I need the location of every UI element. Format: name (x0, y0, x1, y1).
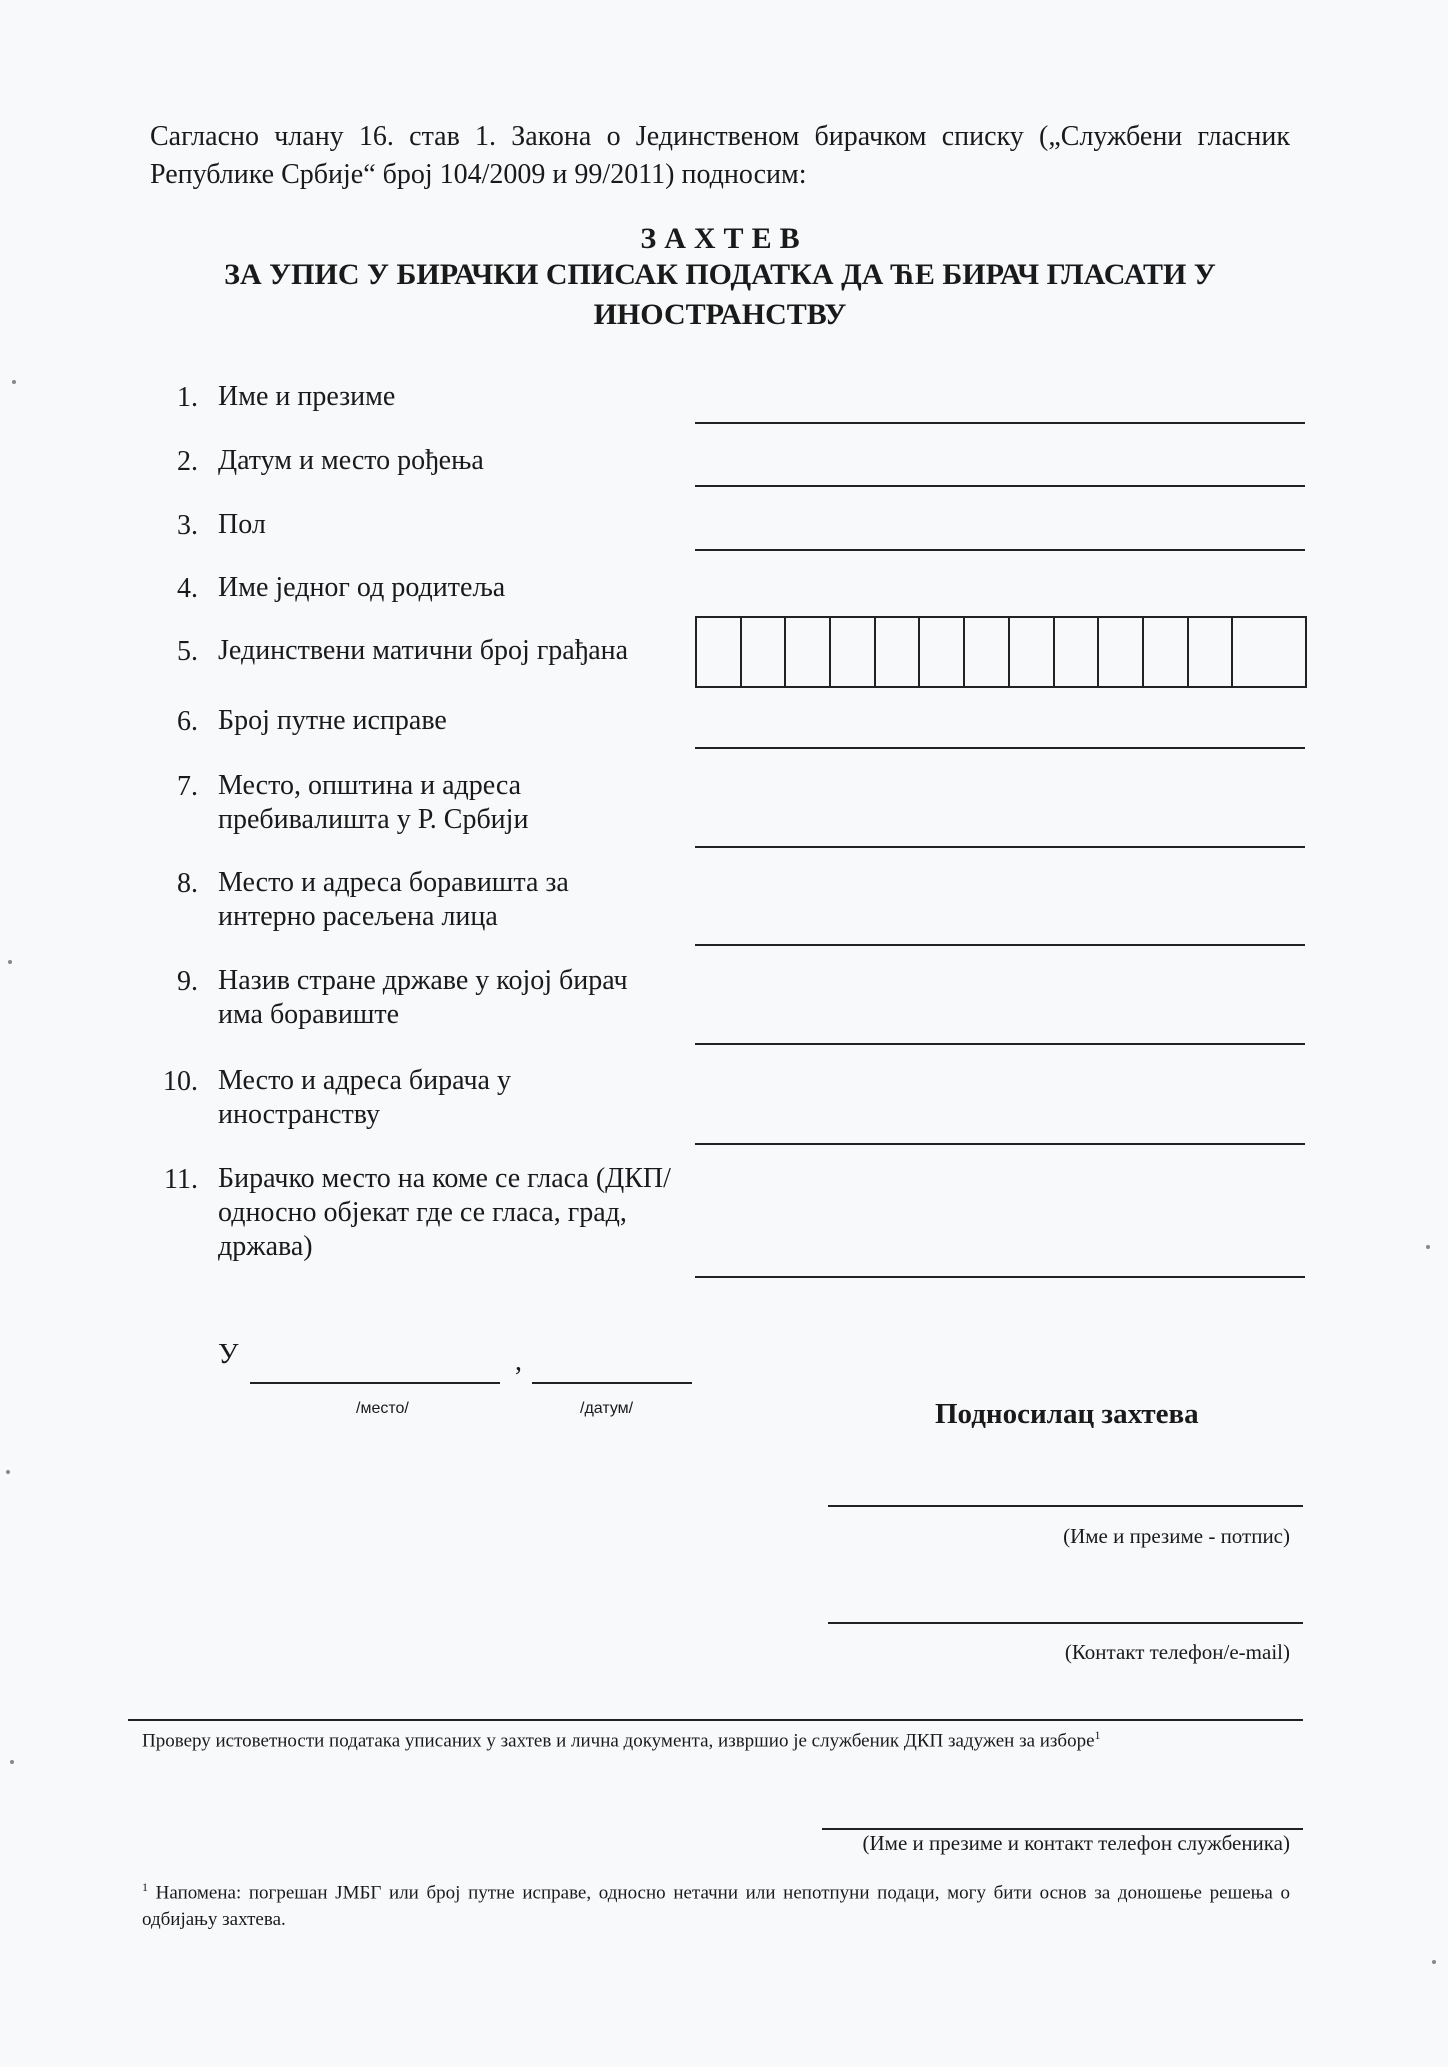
field-number: 11. (164, 1164, 198, 1195)
scan-speck (6, 1470, 10, 1474)
jmbg-boxes[interactable] (695, 616, 1307, 688)
date-input[interactable] (532, 1382, 692, 1384)
intro-text: Сагласно члану 16. став 1. Закона о Јединственом бирачком списку („Службени гласник Републике Србије“ број 104/2009 и 99/2011) подносим: (150, 121, 1290, 190)
field-number: 2. (177, 446, 198, 477)
applicant-contact-caption: (Контакт телефон/e-mail) (1064, 1640, 1290, 1664)
place-input[interactable] (250, 1382, 500, 1384)
applicant-signature-input[interactable] (828, 1505, 1303, 1507)
field-input-idp-address[interactable] (695, 944, 1305, 946)
field-number: 7. (177, 771, 198, 802)
field-number: 8. (177, 868, 198, 899)
field-number: 6. (177, 706, 198, 737)
jmbg-digit-box[interactable] (876, 618, 921, 686)
jmbg-digit-box[interactable] (786, 618, 831, 686)
section-divider (128, 1719, 1303, 1721)
field-label-passport: Број путне исправе (218, 705, 447, 736)
field-number: 4. (177, 573, 198, 604)
scan-speck (1426, 1245, 1430, 1249)
field-input-residence[interactable] (695, 846, 1305, 848)
place-caption: /место/ (356, 1400, 409, 1417)
scan-speck (1432, 1960, 1436, 1964)
field-label-residence: Место, општина и адреса пребивалишта у Р. Србији (218, 770, 529, 835)
footnote-reference: 1 (1094, 1728, 1101, 1742)
applicant-contact-input[interactable] (828, 1622, 1303, 1624)
field-label-sex: Пол (218, 509, 266, 540)
field-number: 3. (177, 510, 198, 541)
field-input-abroad-address[interactable] (695, 1143, 1305, 1145)
footnote-mark: 1 (142, 1880, 148, 1894)
jmbg-digit-box[interactable] (920, 618, 965, 686)
scan-speck (10, 1760, 14, 1764)
field-input-foreign-country[interactable] (695, 1043, 1305, 1045)
jmbg-digit-box[interactable] (1099, 618, 1144, 686)
scan-speck (12, 380, 16, 384)
form-subtitle: ЗА УПИС У БИРАЧКИ СПИСАК ПОДАТКА ДА ЋЕ БИРАЧ ГЛАСАТИ У ИНОСТРАНСТВУ (224, 258, 1216, 331)
field-label-name: Име и презиме (218, 381, 396, 412)
field-label-jmbg: Јединствени матични број грађана (218, 635, 629, 666)
applicant-signature-caption: (Име и презиме - потпис) (1063, 1524, 1290, 1548)
jmbg-digit-box[interactable] (965, 618, 1010, 686)
field-label-foreign-country: Назив стране државе у којој бирач има боравиште (218, 965, 628, 1030)
field-label-idp-address: Место и адреса боравишта за интерно расељена лица (218, 867, 569, 932)
verification-text (142, 1722, 1290, 1754)
jmbg-digit-box[interactable] (697, 618, 742, 686)
jmbg-digit-box[interactable] (742, 618, 787, 686)
field-label-abroad-address: Место и адреса бирача у иностранству (218, 1065, 511, 1130)
applicant-title: Подносилац захтева (935, 1398, 1199, 1430)
field-label-parent: Име једног од родитеља (218, 572, 506, 603)
date-caption: /датум/ (580, 1400, 634, 1417)
field-input-name[interactable] (695, 422, 1305, 424)
field-input-passport[interactable] (695, 747, 1305, 749)
footnote-text: Напомена: погрешан ЈМБГ или број путне исправе, односно нетачни или непотпуни подаци, могу бити основ за доношење решења о одбијању захтева. (142, 1882, 1291, 1931)
field-input-polling-station[interactable] (695, 1276, 1305, 1278)
scan-speck (8, 960, 12, 964)
jmbg-digit-box[interactable] (1010, 618, 1055, 686)
jmbg-digit-box[interactable] (831, 618, 876, 686)
field-number: 9. (177, 966, 198, 997)
jmbg-digit-box[interactable] (1189, 618, 1234, 686)
place-date-comma: , (515, 1346, 522, 1377)
field-input-sex[interactable] (695, 549, 1305, 551)
verification-statement: Проверу истоветности података уписаних у захтев и лична документа, извршио је службеник ДКП задужен за изборе (142, 1730, 1095, 1752)
jmbg-digit-box[interactable] (1233, 618, 1278, 686)
jmbg-digit-box[interactable] (1055, 618, 1100, 686)
official-caption: (Име и презиме и контакт телефон службеника) (862, 1831, 1290, 1855)
field-input-birth[interactable] (695, 485, 1305, 487)
place-prefix: У (218, 1338, 239, 1370)
official-input[interactable] (822, 1828, 1303, 1830)
field-label-polling-station: Бирачко место на коме се гласа (ДКП/односно објекат где се гласа, град, држава) (218, 1163, 671, 1262)
footnote (142, 1874, 1290, 1933)
field-number: 10. (163, 1066, 198, 1097)
form-title: ЗАХТЕВ (640, 222, 808, 255)
field-number: 5. (177, 636, 198, 667)
field-label-birth: Датум и место рођења (218, 445, 484, 476)
field-number: 1. (177, 382, 198, 413)
jmbg-digit-box[interactable] (1144, 618, 1189, 686)
